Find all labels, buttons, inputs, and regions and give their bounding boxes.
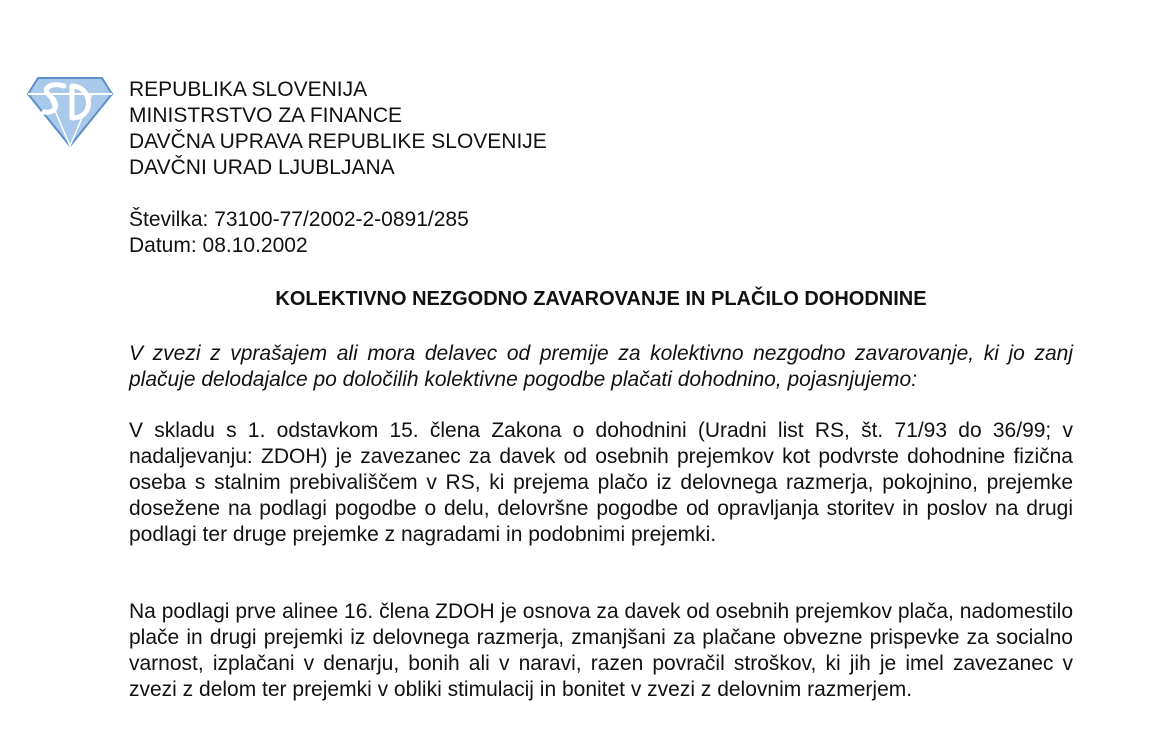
letterhead-line-tax-administration: DAVČNA UPRAVA REPUBLIKE SLOVENIJE <box>129 130 547 153</box>
body-paragraph: Na podlagi prve alinee 16. člena ZDOH je osnova za davek od osebnih prejemkov plača, nadomestilo plače in drugi prejemki iz delovnega razmerja, zmanjšani za plačane obvezne prispevke za socialno varnost, izplačani v denarju, bonih ali v naravi, razen povračil stroškov, ki jih je imel zavezanec v zvezi z delom ter prejemki v obliki stimulacij in bonitet v zvezi z delovnim razmerjem. <box>129 600 1073 701</box>
letterhead <box>129 77 547 181</box>
letterhead-line-tax-office: DAVČNI URAD LJUBLJANA <box>129 156 395 179</box>
body-paragraph: V skladu s 1. odstavkom 15. člena Zakona o dohodnini (Uradni list RS, št. 71/93 do 36/99; v nadaljevanju: ZDOH) je zavezanec za davek od osebnih prejemkov kot podvrste dohodnine fizična oseba s stalnim prebivališčem v RS, ki prejema plačo iz delovnega razmerja, pokojnino, prejemke dosežene na podlagi pogodbe o delu, delovršne pogodbe od opravljanja storitev in poslov na drugi podlagi ter druge prejemke z nagradami in podobnimi prejemki. <box>129 419 1073 546</box>
document-number: Številka: 73100-77/2002-2-0891/285 <box>129 208 469 231</box>
document-date: Datum: 08.10.2002 <box>129 234 308 257</box>
letterhead-line-republic: REPUBLIKA SLOVENIJA <box>129 78 368 101</box>
document-title: KOLEKTIVNO NEZGODNO ZAVAROVANJE IN PLAČILO DOHODNINE <box>275 288 927 310</box>
tax-administration-logo-icon <box>26 74 114 150</box>
letterhead-line-ministry: MINISTRSTVO ZA FINANCE <box>129 104 403 127</box>
document-meta <box>129 207 469 259</box>
intro-paragraph: V zvezi z vprašajem ali mora delavec od premije za kolektivno nezgodno zavarovanje, ki jo zanj plačuje delodajalce po določilih kolektivne pogodbe plačati dohodnino, pojasnjujemo: <box>129 342 1073 391</box>
